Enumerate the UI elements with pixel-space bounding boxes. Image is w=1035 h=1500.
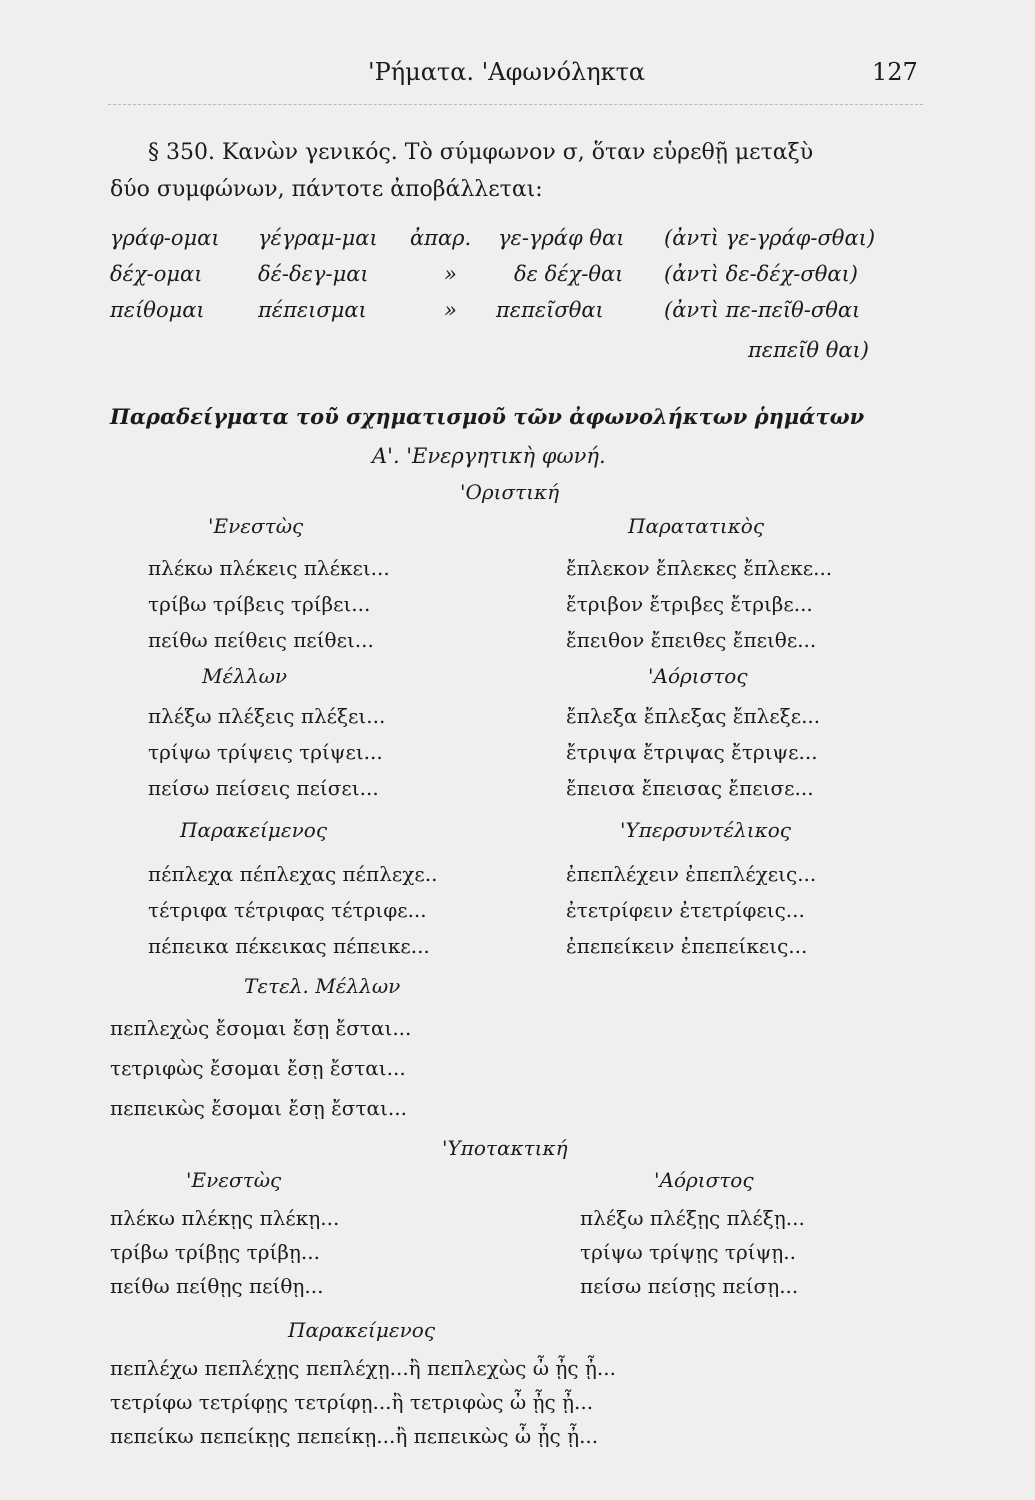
subjunctive-title: 'Υποτακτική: [442, 1136, 568, 1160]
section-title: Παραδείγματα τοῦ σχηματισμοῦ τῶν ἀφωνολήκτων ῥημάτων: [110, 404, 865, 429]
subj-present-line-1: πλέκω πλέκῃς πλέκῃ...: [110, 1206, 340, 1230]
subj-aorist-line-1: πλέξω πλέξῃς πλέξῃ...: [580, 1206, 805, 1230]
subj-perfect-heading: Παρακείμενος: [288, 1318, 436, 1342]
example-2-present: δέχ-ομαι: [110, 262, 203, 286]
voice-title: Α'. 'Ενεργητικὴ φωνή.: [372, 444, 606, 468]
present-line-2: τρίβω τρίβεις τρίβει...: [148, 592, 371, 616]
subj-present-line-2: τρίβω τρίβῃς τρίβῃ...: [110, 1240, 320, 1264]
future-perfect-line-3: πεπεικὼς ἔσομαι ἔσῃ ἔσται...: [110, 1096, 407, 1120]
subj-aorist-line-2: τρίψω τρίψῃς τρίψῃ..: [580, 1240, 796, 1264]
pluperfect-heading: 'Υπερσυντέλικος: [620, 818, 791, 842]
example-1-abbrev: ἀπαρ.: [410, 226, 472, 250]
rule-paragraph-line-1: § 350. Κανὼν γενικός. Τὸ σύμφωνον σ, ὅταν εὑρεθῇ μεταξὺ: [148, 140, 814, 165]
example-3-continuation: πεπεῖθ θαι): [748, 338, 869, 362]
future-heading: Μέλλων: [202, 664, 288, 688]
pluperfect-line-1: ἐπεπλέχειν ἐπεπλέχεις...: [566, 862, 817, 886]
subj-perfect-line-1: πεπλέχω πεπλέχῃς πεπλέχῃ...ἢ πεπλεχὼς ὦ ᾖς ᾖ...: [110, 1356, 616, 1380]
example-3-perfect: πέπεισμαι: [258, 298, 367, 322]
perfect-line-3: πέπεικα πέκεικας πέπεικε...: [148, 934, 430, 958]
present-line-3: πείθω πείθεις πείθει...: [148, 628, 374, 652]
header-rule: [108, 104, 923, 105]
subj-perfect-line-2: τετρίφω τετρίφῃς τετρίφῃ...ἢ τετριφὼς ὦ ᾖς ᾖ...: [110, 1390, 594, 1414]
imperfect-line-2: ἔτριβον ἔτριβες ἔτριβε...: [566, 592, 813, 616]
future-perfect-line-2: τετριφὼς ἔσομαι ἔσῃ ἔσται...: [110, 1056, 406, 1080]
example-3-infinitive: πεπεῖσθαι: [496, 298, 604, 322]
imperfect-heading: Παρατατικὸς: [628, 514, 765, 538]
example-2-perfect: δέ-δεγ-μαι: [258, 262, 369, 286]
example-1-infinitive: γε-γράφ θαι: [498, 226, 625, 250]
example-3-original: (ἀντὶ πε-πεῖθ-σθαι: [664, 298, 861, 322]
present-line-1: πλέκω πλέκεις πλέκει...: [148, 556, 390, 580]
perfect-heading: Παρακείμενος: [180, 818, 328, 842]
aorist-heading: 'Αόριστος: [648, 664, 748, 688]
imperfect-line-3: ἔπειθον ἔπειθες ἔπειθε...: [566, 628, 817, 652]
example-2-original: (ἀντὶ δε-δέχ-σθαι): [664, 262, 858, 286]
perfect-line-1: πέπλεχα πέπλεχας πέπλεχε..: [148, 862, 438, 886]
example-2-abbrev: »: [444, 262, 457, 286]
rule-paragraph-line-2: δύο συμφώνων, πάντοτε ἀποβάλλεται:: [110, 177, 543, 202]
running-header-title: 'Ρήματα. 'Αφωνόληκτα: [368, 58, 646, 86]
subj-aorist-line-3: πείσω πείσῃς πείσῃ...: [580, 1274, 799, 1298]
example-3-present: πείθομαι: [110, 298, 205, 322]
subj-aorist-heading: 'Αόριστος: [654, 1168, 754, 1192]
future-perfect-line-1: πεπλεχὼς ἔσομαι ἔσῃ ἔσται...: [110, 1016, 412, 1040]
future-perfect-heading: Τετελ. Μέλλων: [244, 974, 401, 998]
aorist-line-2: ἔτριψα ἔτριψας ἔτριψε...: [566, 740, 818, 764]
example-2-infinitive: δε δέχ-θαι: [514, 262, 624, 286]
example-1-present: γράφ-ομαι: [110, 226, 220, 250]
future-line-1: πλέξω πλέξεις πλέξει...: [148, 704, 386, 728]
future-line-2: τρίψω τρίψεις τρίψει...: [148, 740, 383, 764]
aorist-line-1: ἔπλεξα ἔπλεξας ἔπλεξε...: [566, 704, 821, 728]
subj-present-line-3: πείθω πείθῃς πείθῃ...: [110, 1274, 324, 1298]
subj-perfect-line-3: πεπείκω πεπείκῃς πεπείκῃ...ἢ πεπεικὼς ὦ ᾖς ᾖ...: [110, 1424, 599, 1448]
imperfect-line-1: ἔπλεκον ἔπλεκες ἔπλεκε...: [566, 556, 833, 580]
indicative-title: 'Οριστική: [460, 480, 560, 504]
aorist-line-3: ἔπεισα ἔπεισας ἔπεισε...: [566, 776, 814, 800]
pluperfect-line-2: ἐτετρίφειν ἐτετρίφεις...: [566, 898, 805, 922]
subj-present-heading: 'Ενεστὼς: [186, 1168, 282, 1192]
page-number: 127: [872, 58, 918, 86]
present-heading: 'Ενεστὼς: [208, 514, 304, 538]
pluperfect-line-3: ἐπεπείκειν ἐπεπείκεις...: [566, 934, 808, 958]
example-1-perfect: γέγραμ-μαι: [258, 226, 378, 250]
future-line-3: πείσω πείσεις πείσει...: [148, 776, 379, 800]
example-1-original: (ἀντὶ γε-γράφ-σθαι): [664, 226, 876, 250]
perfect-line-2: τέτριφα τέτριφας τέτριφε...: [148, 898, 427, 922]
example-3-abbrev: »: [444, 298, 457, 322]
